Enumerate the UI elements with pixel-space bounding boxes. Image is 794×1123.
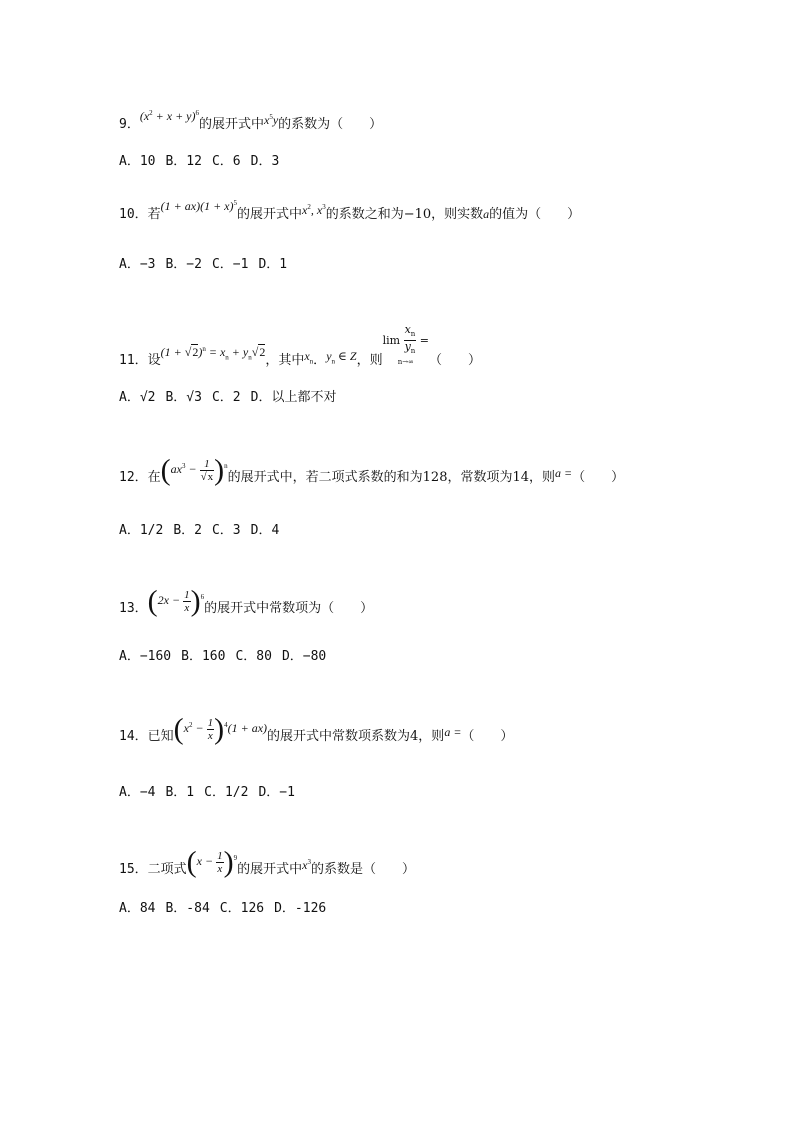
option-c: C．6 (211, 154, 241, 169)
question-number: 13． (119, 601, 148, 616)
option-c: C．80 (235, 649, 272, 664)
question-11 (119, 323, 482, 374)
question-text: 在 (147, 470, 161, 485)
option-d: D．1 (258, 257, 288, 272)
question-text: 的系数是（ ） (310, 862, 415, 877)
formula: (2x − $\frac{1}{x}$ )$^6$ (147, 584, 205, 618)
question-text: ，其中 (265, 352, 305, 368)
question-text: 若 (147, 207, 161, 222)
option-c: C．3 (211, 523, 241, 538)
option-b: B．1 (165, 785, 195, 800)
formula: ($x^2$ − $\frac{1}{x}$ )$^4$(1 + ax) (173, 712, 268, 746)
question-text: 二项式 (147, 862, 187, 877)
formula: a = (555, 466, 573, 480)
formula: a = (444, 725, 462, 739)
option-b: B．√3 (165, 390, 202, 405)
question-number: 10． (119, 207, 148, 222)
formula: (x − $\frac{1}{x}$ )$^9$ (186, 845, 238, 879)
question-text: 设 (147, 352, 161, 368)
option-c: C．2 (211, 390, 241, 405)
question-13 (119, 584, 374, 622)
options-14 (119, 784, 305, 802)
option-b: B．−2 (165, 257, 202, 272)
option-b: B．12 (165, 154, 202, 169)
question-text: 的展开式中 (199, 117, 265, 132)
question-text: 的系数为（ ） (278, 117, 383, 132)
question-9 (119, 109, 383, 134)
question-10 (119, 199, 581, 224)
options-9 (119, 153, 289, 171)
option-a: A．−4 (119, 785, 156, 800)
formula: $(1 + ax)(1 + x)^5$ (160, 199, 238, 213)
option-d: D．−1 (258, 785, 295, 800)
separator: ． (313, 352, 327, 368)
question-text: （ ） (572, 470, 625, 485)
option-d: D．4 (250, 523, 280, 538)
option-d: D．−80 (281, 649, 327, 664)
option-c: C．−1 (211, 257, 249, 272)
formula: $y_n$ ∈ Z (326, 348, 357, 366)
options-15 (119, 900, 336, 918)
question-text: 已知 (147, 729, 174, 744)
question-text: 的展开式中 (237, 862, 303, 877)
option-a: A．10 (119, 154, 156, 169)
option-a: A．√2 (119, 390, 156, 405)
question-text: 的展开式中 (237, 207, 303, 222)
option-d: D．3 (250, 154, 280, 169)
formula: $(1 + √2)^n = x_n + y_n√2$ (160, 344, 266, 362)
question-text: 的系数之和为−10，则实数 (325, 207, 484, 222)
option-c: C．1/2 (204, 785, 249, 800)
formula: $x^3$ (302, 858, 311, 872)
question-text: ，则 (356, 352, 383, 368)
formula: ($ax^3$ − $\frac{1}{√x}$ )$^n$ (160, 453, 228, 487)
question-15 (119, 845, 415, 883)
question-number: 9． (119, 117, 140, 132)
question-number: 14． (119, 729, 148, 744)
options-11 (119, 389, 346, 407)
question-text: 的值为（ ） (489, 207, 581, 222)
option-a: A．84 (119, 901, 156, 916)
formula: $x_n$ (304, 348, 314, 366)
option-b: B．160 (181, 649, 226, 664)
option-a: A．1/2 (119, 523, 164, 538)
question-14 (119, 712, 514, 750)
options-12 (119, 522, 289, 540)
question-number: 15． (119, 862, 148, 877)
formula: $x^5y$ (264, 113, 279, 127)
formula: a (483, 207, 490, 221)
options-13 (119, 648, 336, 666)
question-text: 的展开式中常数项系数为4，则 (267, 729, 445, 744)
option-c: C．126 (219, 901, 265, 916)
option-d: D．-126 (274, 901, 327, 916)
question-number: 11． (119, 352, 148, 368)
formula: $(x^2 + x + y)^6$ (139, 109, 199, 123)
question-text: （ ） (461, 729, 514, 744)
question-12 (119, 453, 625, 491)
option-a: A．−160 (119, 649, 172, 664)
question-text: 的展开式中，若二项式系数的和为128，常数项为14，则 (227, 470, 556, 485)
option-b: B．2 (173, 523, 202, 538)
option-a: A．−3 (119, 257, 156, 272)
question-text: （ ） (429, 352, 482, 368)
question-number: 12． (119, 470, 148, 485)
options-10 (119, 256, 297, 274)
limit-formula: lim $\frac{x_n}{y_n}$ = n→∞ (382, 323, 430, 367)
option-b: B．-84 (165, 901, 210, 916)
question-text: 的展开式中常数项为（ ） (204, 601, 374, 616)
option-d: D．以上都不对 (250, 390, 337, 405)
formula: $x^2$, $x^3$ (302, 203, 326, 217)
